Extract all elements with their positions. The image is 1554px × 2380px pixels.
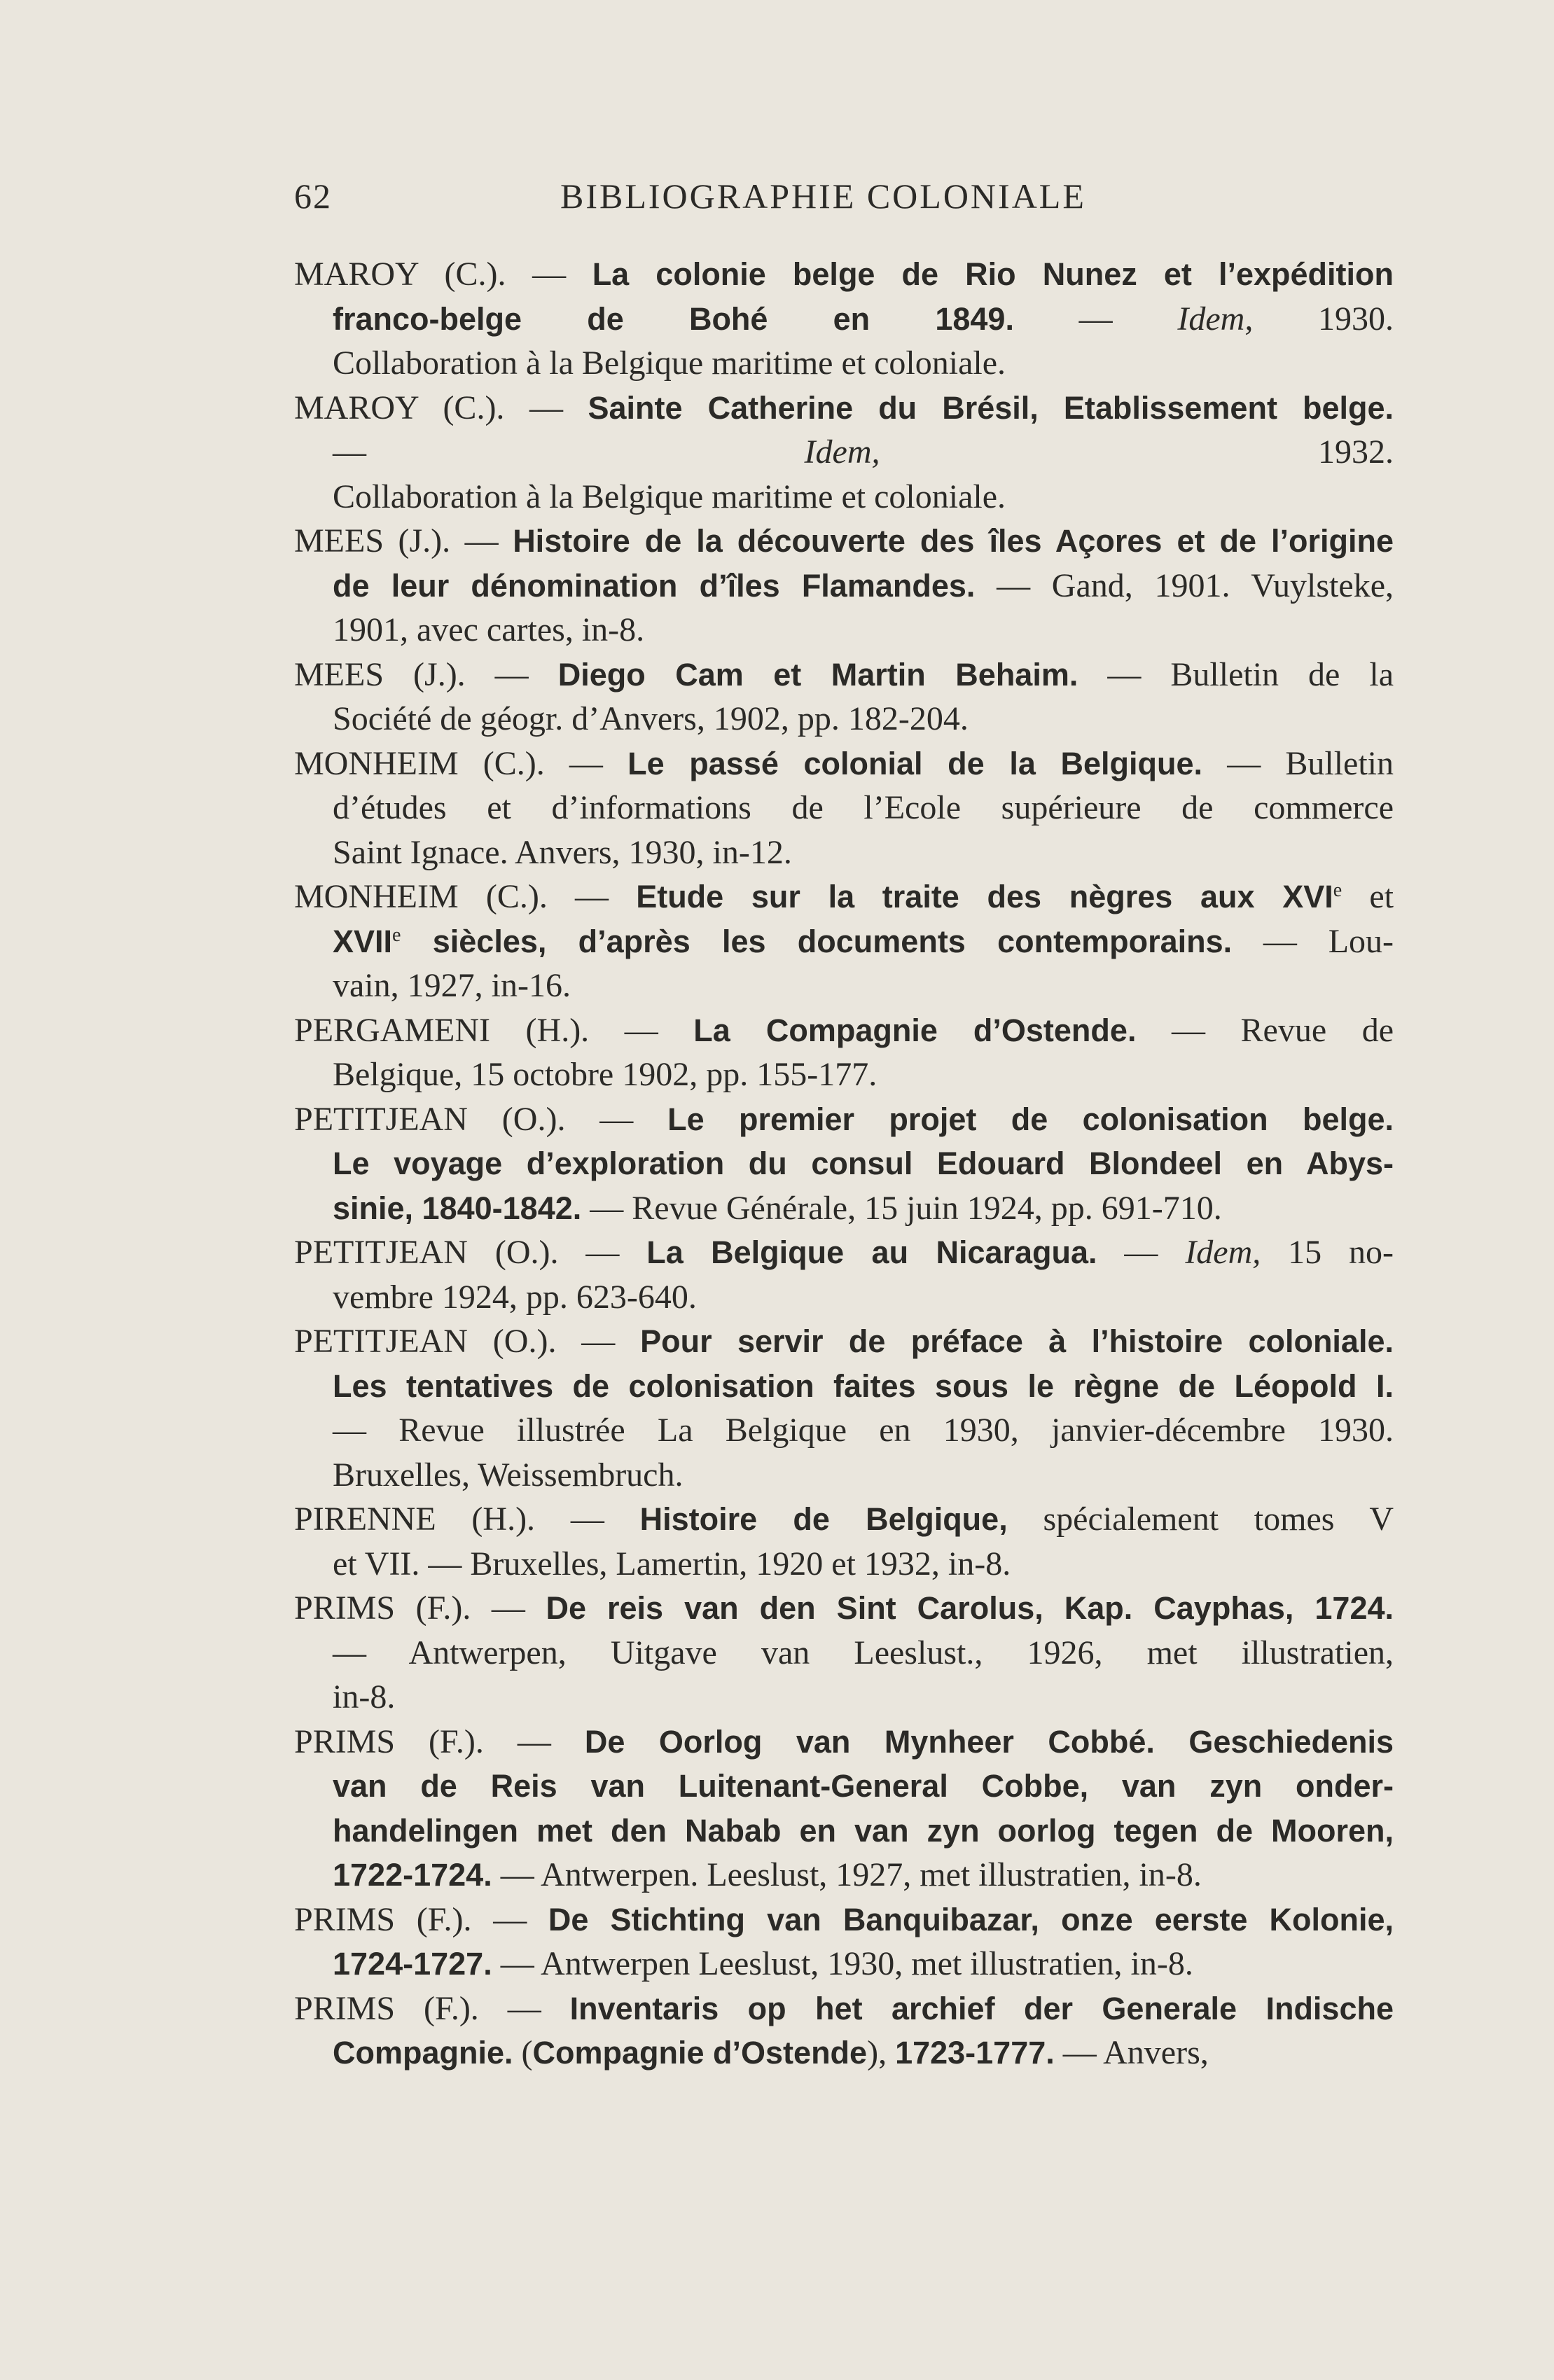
entry-title-run: siècles, d’après les documents contemporains.	[401, 923, 1233, 959]
entry-title-run: Le premier projet de colonisation belge.	[667, 1101, 1394, 1137]
text-run: Collaboration à la Belgique maritime et coloniale.	[333, 345, 1006, 382]
entry-continuation-line	[294, 697, 1394, 742]
text-run: — Bulletin de la	[1078, 655, 1394, 693]
italic-run: Idem,	[804, 433, 880, 471]
entry-first-line	[294, 1986, 1394, 2031]
text-run: MAROY (C.). —	[294, 256, 592, 293]
text-run: 1932.	[880, 433, 1394, 471]
text-run: 15 no-	[1261, 1234, 1394, 1271]
text-run: — Bulletin	[1202, 744, 1394, 782]
entry-continuation-line	[294, 830, 1394, 875]
text-run: MONHEIM (C.). —	[294, 744, 628, 782]
entry-title-run: Le passé colonial de la Belgique.	[627, 745, 1203, 781]
text-run: Société de géogr. d’Anvers, 1902, pp. 182-204.	[333, 700, 969, 737]
entry-continuation-line	[294, 1809, 1394, 1853]
entry-title-run: Le voyage d’exploration du consul Edouard Blondeel en Abys-	[333, 1146, 1394, 1181]
entry-first-line	[294, 1720, 1394, 1765]
entry-continuation-line	[294, 786, 1394, 830]
superscript: e	[1333, 879, 1343, 901]
entry-first-line	[294, 1586, 1394, 1631]
text-run: — Revue Générale, 15 juin 1924, pp. 691-710.	[581, 1189, 1222, 1227]
entry-continuation-line	[294, 963, 1394, 1008]
bibliography-entry	[294, 653, 1394, 742]
text-run: Saint Ignace. Anvers, 1930, in-12.	[333, 833, 792, 871]
bibliography-entry	[294, 1720, 1394, 1898]
text-run: —	[333, 433, 805, 471]
entry-title-run: sinie, 1840-1842.	[333, 1190, 582, 1226]
entry-continuation-line	[294, 564, 1394, 608]
italic-run: Idem,	[1185, 1234, 1261, 1271]
text-run: in-8.	[333, 1678, 396, 1716]
text-run: (	[513, 2034, 533, 2071]
entry-title-run: Les tentatives de colonisation faites sous le règne de Léopold I.	[333, 1368, 1394, 1404]
entry-continuation-line	[294, 1942, 1394, 1986]
superscript: e	[392, 924, 401, 946]
entry-title-run: La colonie belge de Rio Nunez et l’expédition	[592, 256, 1394, 292]
entry-continuation-line	[294, 1542, 1394, 1587]
text-run: PETITJEAN (O.). —	[294, 1234, 647, 1271]
entry-title-run: de leur dénomination d’îles Flamandes.	[333, 567, 976, 604]
entry-first-line	[294, 1898, 1394, 1942]
entry-first-line	[294, 386, 1394, 431]
entry-title-run: franco-belge de Bohé en 1849.	[333, 300, 1014, 337]
text-run: PRIMS (F.). —	[294, 1589, 546, 1627]
entry-continuation-line	[294, 1453, 1394, 1498]
entry-continuation-line	[294, 430, 1394, 475]
text-run: et VII. — Bruxelles, Lamertin, 1920 et 1932, in-8.	[333, 1545, 1011, 1582]
text-run: 1930.	[1253, 300, 1394, 337]
bibliography-entry	[294, 1586, 1394, 1720]
entry-continuation-line	[294, 1141, 1394, 1186]
entry-first-line	[294, 1097, 1394, 1142]
entry-title-run: De Oorlog van Mynheer Cobbé. Geschiedenis	[584, 1723, 1394, 1760]
entry-title-run: 1722-1724.	[333, 1857, 492, 1893]
entry-first-line	[294, 519, 1394, 564]
entry-first-line	[294, 1230, 1394, 1275]
entry-title-run: 1724-1727.	[333, 1946, 492, 1982]
entry-title-run: Inventaris op het archief der Generale Indische	[569, 1990, 1394, 2026]
entry-title-run: 1723-1777.	[895, 2035, 1055, 2071]
text-run: — Lou-	[1232, 922, 1394, 960]
bibliography-entry	[294, 252, 1394, 386]
text-run: MEES (J.). —	[294, 522, 513, 559]
entry-continuation-line	[294, 1186, 1394, 1231]
entry-title-run: Sainte Catherine du Brésil, Etablissement belge.	[588, 389, 1394, 426]
entry-title-run: Histoire de Belgique,	[639, 1501, 1008, 1537]
bibliography-entry	[294, 1898, 1394, 1986]
text-run: Collaboration à la Belgique maritime et coloniale.	[333, 478, 1006, 515]
entry-continuation-line	[294, 1764, 1394, 1809]
entry-title-run: De Stichting van Banquibazar, onze eerste Kolonie,	[548, 1901, 1394, 1937]
entry-title-run: Compagnie.	[333, 2035, 513, 2071]
bibliography-list	[294, 252, 1394, 2075]
text-run: PRIMS (F.). —	[294, 1723, 585, 1760]
entry-continuation-line	[294, 297, 1394, 342]
text-run: —	[1097, 1234, 1186, 1271]
text-run: — Revue illustrée La Belgique en 1930, janvier-décembre 1930.	[333, 1412, 1394, 1449]
entry-continuation-line	[294, 919, 1394, 964]
entry-title-run: Pour servir de préface à l’histoire coloniale.	[640, 1323, 1394, 1359]
text-run: — Revue de	[1136, 1011, 1394, 1049]
entry-continuation-line	[294, 1675, 1394, 1720]
bibliography-entry	[294, 519, 1394, 653]
entry-continuation-line	[294, 1631, 1394, 1676]
entry-first-line	[294, 1008, 1394, 1053]
bibliography-entry	[294, 1230, 1394, 1319]
entry-continuation-line	[294, 475, 1394, 520]
page-number: 62	[294, 176, 332, 216]
text-run: PIRENNE (H.). —	[294, 1501, 640, 1538]
entry-title-run: Compagnie d’Ostende	[532, 2035, 868, 2071]
text-run: PETITJEAN (O.). —	[294, 1100, 668, 1138]
text-run: MONHEIM (C.). —	[294, 878, 637, 915]
entry-continuation-line	[294, 608, 1394, 653]
entry-continuation-line	[294, 341, 1394, 386]
entry-continuation-line	[294, 1052, 1394, 1097]
entry-continuation-line	[294, 1853, 1394, 1898]
text-run: spécialement tomes V	[1007, 1501, 1394, 1538]
bibliography-entry	[294, 1497, 1394, 1586]
entry-first-line	[294, 875, 1394, 919]
text-run: — Antwerpen Leeslust, 1930, met illustratien, in-8.	[492, 1945, 1193, 1982]
text-run: Bruxelles, Weissembruch.	[333, 1456, 684, 1494]
entry-continuation-line	[294, 1275, 1394, 1320]
entry-continuation-line	[294, 2031, 1394, 2075]
text-run: 1901, avec cartes, in-8.	[333, 611, 645, 648]
bibliography-entry	[294, 1986, 1394, 2075]
entry-first-line	[294, 1319, 1394, 1364]
text-run: — Gand, 1901. Vuylsteke,	[975, 566, 1394, 604]
text-run: — Antwerpen, Uitgave van Leeslust., 1926, met illustratien,	[333, 1634, 1394, 1671]
entry-title-run: handelingen met den Nabab en van zyn oorlog tegen de Mooren,	[333, 1812, 1394, 1849]
bibliography-entry	[294, 742, 1394, 875]
text-run: —	[1013, 300, 1178, 337]
text-run: PRIMS (F.). —	[294, 1989, 570, 2027]
bibliography-entry	[294, 386, 1394, 520]
text-run: PRIMS (F.). —	[294, 1900, 548, 1938]
entry-title-run: XVII	[333, 923, 393, 959]
entry-title-run: La Belgique au Nicaragua.	[646, 1234, 1097, 1270]
text-run: MAROY (C.). —	[294, 389, 588, 426]
entry-first-line	[294, 1497, 1394, 1542]
text-run: ),	[867, 2034, 896, 2071]
entry-first-line	[294, 742, 1394, 786]
text-run: MEES (J.). —	[294, 655, 558, 693]
text-run: PERGAMENI (H.). —	[294, 1011, 694, 1049]
text-run: PETITJEAN (O.). —	[294, 1323, 641, 1360]
entry-title-run: Etude sur la traite des nègres aux XVI	[636, 879, 1333, 914]
text-run: d’études et d’informations de l’Ecole supérieure de commerce	[333, 789, 1394, 826]
entry-continuation-line	[294, 1364, 1394, 1409]
italic-run: Idem,	[1177, 300, 1254, 337]
entry-title-run: Histoire de la découverte des îles Açores et de l’origine	[513, 523, 1394, 559]
text-run: vembre 1924, pp. 623-640.	[333, 1278, 697, 1316]
text-run: Belgique, 15 octobre 1902, pp. 155-177.	[333, 1056, 877, 1093]
entry-first-line	[294, 653, 1394, 697]
bibliography-entry	[294, 1319, 1394, 1497]
bibliography-entry	[294, 875, 1394, 1008]
text-run: et	[1342, 878, 1394, 915]
text-run: — Antwerpen. Leeslust, 1927, met illustratien, in-8.	[492, 1856, 1202, 1893]
entry-first-line	[294, 252, 1394, 297]
entry-title-run: Diego Cam et Martin Behaim.	[557, 656, 1078, 693]
text-run: vain, 1927, in-16.	[333, 967, 571, 1004]
entry-title-run: La Compagnie d’Ostende.	[693, 1012, 1137, 1048]
entry-title-run: De reis van den Sint Carolus, Kap. Cayphas, 1724.	[546, 1590, 1394, 1626]
bibliography-entry	[294, 1097, 1394, 1231]
bibliography-entry	[294, 1008, 1394, 1097]
entry-continuation-line	[294, 1408, 1394, 1453]
entry-title-run: van de Reis van Luitenant-General Cobbe, van zyn onder-	[333, 1768, 1394, 1804]
running-title: BIBLIOGRAPHIE COLONIALE	[560, 176, 1086, 216]
text-run: — Anvers,	[1054, 2034, 1209, 2071]
